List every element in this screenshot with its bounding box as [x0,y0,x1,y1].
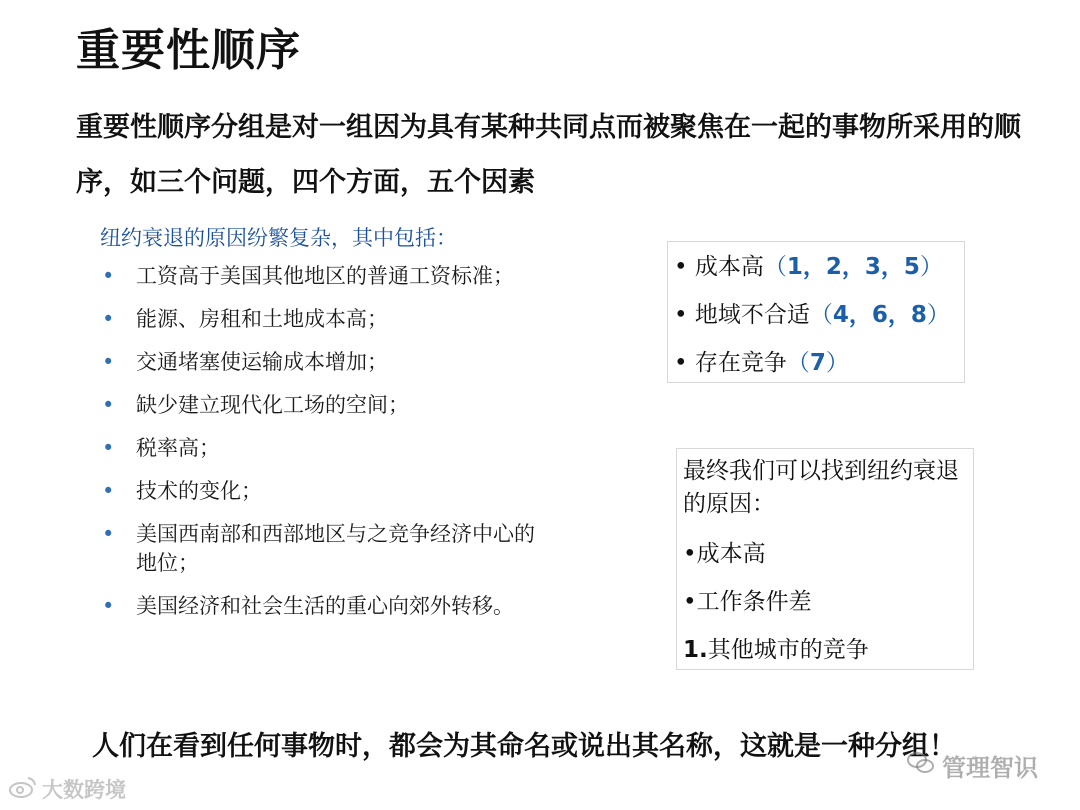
list-item: • 缺少建立现代化工场的空间； [100,391,540,420]
grouped-causes-box [667,241,965,383]
conclusion-marker: 1. [683,637,708,663]
group-open-paren: （ [786,350,810,376]
wechat-logo-icon [906,750,936,782]
conclusion-text: 其他城市的竞争 [707,637,869,663]
group-label: 存在竞争 [694,350,787,376]
conclusion-marker: • [683,589,697,615]
causes-list [100,262,540,635]
conclusion-item [683,535,766,568]
watermark-right-text: 管理智识 [942,754,1038,782]
group-bullet: • [674,302,688,328]
conclusion-text: 工作条件差 [696,589,812,615]
causes-lead: 纽约衰退的原因纷繁复杂，其中包括： [100,226,457,250]
conclusion-box [676,448,974,670]
group-bullet: • [674,254,688,280]
page-title: 重要性顺序 [76,25,301,76]
conclusion-item [683,583,812,616]
group-label: 成本高 [694,254,764,280]
group-bullet: • [674,350,688,376]
group-open-paren: （ [763,254,787,280]
conclusion-marker: • [683,541,697,567]
list-item: • 美国西南部和西部地区与之竞争经济中心的地位； [100,520,540,578]
list-item: • 美国经济和社会生活的重心向郊外转移。 [100,592,540,621]
group-row [674,248,943,281]
group-numbers: 7 [809,350,826,376]
list-item: • 工资高于美国其他地区的普通工资标准； [100,262,540,291]
intro-paragraph: 重要性顺序分组是对一组因为具有某种共同点而被聚焦在一起的事物所采用的顺序，如三个问题，四个方面，五个因素 [76,112,1021,198]
list-item: • 税率高； [100,434,540,463]
watermark-left-text: 大数跨境 [42,778,126,802]
group-close-paren: ） [919,254,943,280]
footer-statement: 人们在看到任何事物时，都会为其命名或说出其名称，这就是一种分组！ [92,731,956,762]
conclusion-item [683,631,869,664]
group-row [674,344,849,377]
list-item: • 交通堵塞使运输成本增加； [100,348,540,377]
list-item: • 技术的变化； [100,477,540,506]
watermark-right [906,748,1038,783]
group-close-paren: ） [825,350,849,376]
list-item: • 能源、房租和土地成本高； [100,305,540,334]
weibo-logo-icon [8,775,38,804]
group-numbers: 1，2，3，5 [786,254,920,280]
conclusion-heading: 最终我们可以找到纽约衰退的原因： [683,458,959,517]
group-label: 地域不合适 [694,302,810,328]
group-open-paren: （ [809,302,833,328]
watermark-left [8,774,126,804]
group-close-paren: ） [926,302,950,328]
group-numbers: 4，6，8 [832,302,927,328]
group-row [674,296,950,329]
conclusion-text: 成本高 [696,541,766,567]
